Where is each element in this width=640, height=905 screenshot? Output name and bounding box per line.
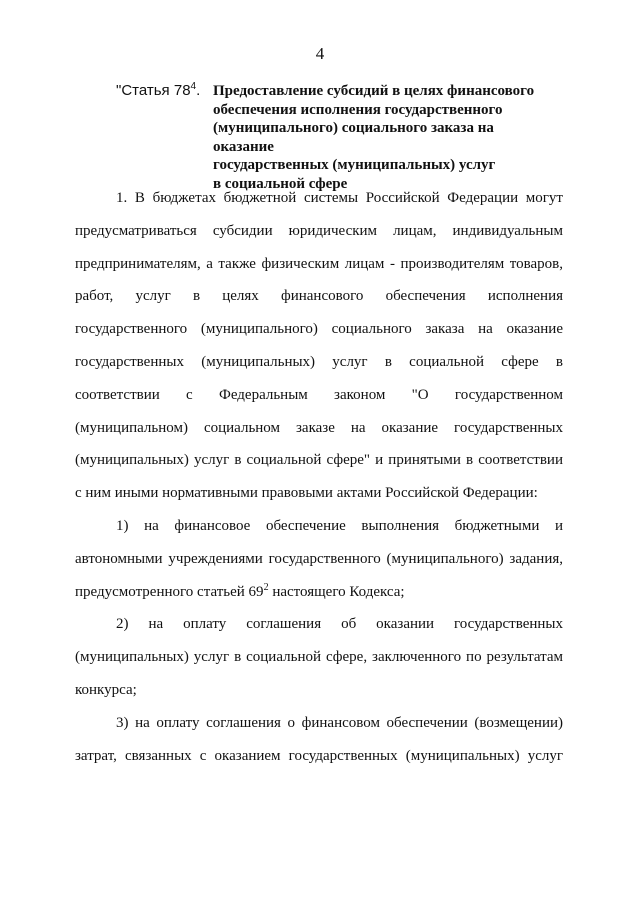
article-label-superscript: 4 — [190, 81, 197, 92]
paragraph-line: 1. В бюджетах бюджетной системы Российской Федерации могут — [116, 190, 563, 206]
article-title-line: (муниципального) социального заказа на оказание — [213, 120, 494, 155]
list-item-line: затрат, связанных с оказанием государственных (муниципальных) услуг — [75, 747, 563, 764]
article-number-superscript: 2 — [263, 581, 269, 593]
article-title — [213, 82, 553, 193]
list-item-line — [75, 576, 563, 609]
article-title-line: государственных (муниципальных) услуг — [213, 157, 496, 173]
list-item-line: 3) на оплату соглашения о финансовом обеспечении (возмещении) — [116, 714, 563, 731]
article-title-line: Предоставление субсидий в целях финансового — [213, 83, 535, 99]
paragraph-line: (муниципальном) социальном заказе на оказание государственных — [75, 419, 563, 436]
body-text — [75, 182, 563, 772]
article-title-line: обеспечения исполнения государственного — [213, 101, 503, 118]
article-label-prefix: "Статья 78 — [116, 82, 191, 99]
list-item-line: конкурса; — [75, 681, 137, 698]
article-title-line: в социальной сфере — [213, 175, 348, 192]
article-label-suffix: . — [196, 82, 201, 99]
paragraph-line: работ, услуг в целях финансового обеспечения исполнения — [75, 288, 563, 305]
list-item-text: настоящего Кодекса; — [268, 583, 405, 600]
list-item-line: 1) на финансовое обеспечение выполнения бюджетными и — [116, 517, 563, 534]
list-item-line: (муниципальных) услуг в социальной сфере, заключенного по результатам — [75, 649, 563, 666]
paragraph-line: государственного (муниципального) социального заказа на оказание — [75, 321, 563, 338]
list-item-line: автономными учреждениями государственного (муниципального) задания, — [75, 550, 563, 567]
page-number: 4 — [315, 44, 325, 63]
paragraph-line: предпринимателям, а также физическим лицам - производителям товаров, — [75, 255, 563, 272]
paragraph-line: соответствии с Федеральным законом "О государственном — [75, 386, 563, 403]
article-label — [116, 82, 200, 99]
paragraph-line: (муниципальных) услуг в социальной сфере" и принятыми в соответствии — [75, 452, 563, 469]
paragraph-line: предусматриваться субсидии юридическим лицам, индивидуальным — [75, 222, 563, 239]
list-item-line: 2) на оплату соглашения об оказании государственных — [116, 616, 563, 633]
paragraph-line: с ним иными нормативными правовыми актами Российской Федерации: — [75, 485, 538, 502]
list-item-text: предусмотренного статьей 69 — [75, 583, 264, 600]
paragraph-line: государственных (муниципальных) услуг в социальной сфере в — [75, 353, 563, 370]
